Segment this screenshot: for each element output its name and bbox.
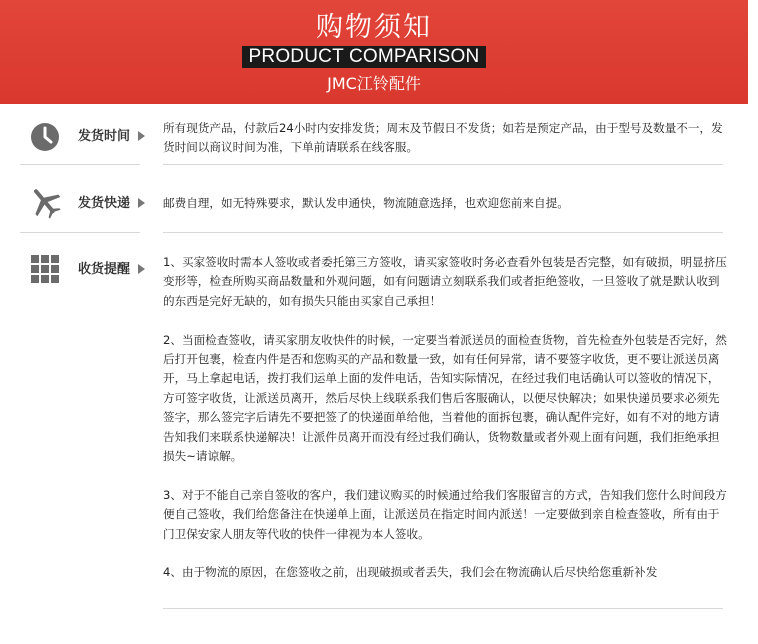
divider [20, 164, 140, 165]
clock-icon [30, 122, 60, 156]
divider [163, 164, 723, 165]
arrow-right-icon [138, 131, 145, 141]
divider [20, 232, 140, 233]
arrow-right-icon [138, 198, 145, 208]
brand-name: JMC江铃配件 [327, 74, 421, 93]
airplane-icon [28, 185, 62, 223]
reminder-paragraph-2: 2、当面检查签收，请买家朋友收快件的时候，一定要当着派送员的面检查货物，首先检查外包装是否完好，然后打开包裹，检查内件是否和您购买的产品和数量一致，如有任何异常，请不要签字收货，更不要让派送员离开，马上拿起电话，拨打我们运单上面的发件电话，告知实际情况，在经过我们电话确认可以签收的情况下，方可签字收货，让派送员离开，然后尽快上线联系我们售后客服确认，以便尽快解决；如果快递员要求必须先签字，那么签完字后请先不要把签了的快递面单给他，当着他的面拆包裹，确认配件完好，如有不对的地方请告知我们来联系快递解决！让派件员离开而没有经过我们确认，货物数量或者外观上面有问题，我们拒绝承担损失~请谅解。 [163, 332, 727, 464]
grid-icon [31, 255, 59, 287]
divider [163, 232, 723, 233]
divider [163, 608, 723, 609]
section-label-shipping-time: 发货时间 [78, 129, 131, 144]
courier-text: 邮费自理，如无特殊要求，默认发申通快，物流随意选择，也欢迎您前来自提。 [163, 196, 569, 210]
reminder-paragraph-3: 3、对于不能自己亲自签收的客户，我们建议购买的时候通过给我们客服留言的方式，告知我们您什么时间段方便自己签收，我们给您备注在快递单上面，让派送员在指定时间内派送！一定要做到亲自检查签收，所有由于门卫保安家人朋友等代收的快件一律视为本人签收。 [163, 487, 727, 541]
arrow-right-icon [138, 264, 145, 274]
reminder-paragraph-4: 4、由于物流的原因，在您签收之前，出现破损或者丢失，我们会在物流确认后尽快给您重新补发 [163, 565, 658, 580]
section-label-courier: 发货快递 [78, 196, 131, 211]
banner-subtitle: PRODUCT COMPARISON [242, 46, 486, 68]
page-title: 购物须知 [316, 12, 432, 43]
receipt-reminder-text [163, 253, 728, 602]
section-label-receipt-reminder: 收货提醒 [78, 262, 131, 277]
reminder-paragraph-1: 1、买家签收时需本人签收或者委托第三方签收，请买家签收时务必查看外包装是否完整，如有破损，明显挤压变形等，检查所购买商品数量和外观问题，如有问题请立刻联系我们或者拒绝签收，一旦签收了就是默认收到的东西是完好无缺的，如有损失只能由买家自己承担！ [163, 255, 727, 308]
header-banner [0, 0, 748, 104]
shipping-time-text: 所有现货产品，付款后24小时内安排发货；周末及节假日不发货；如若是预定产品，由于型号及数量不一，发货时间以商议时间为准，下单前请联系在线客服。 [163, 121, 723, 155]
